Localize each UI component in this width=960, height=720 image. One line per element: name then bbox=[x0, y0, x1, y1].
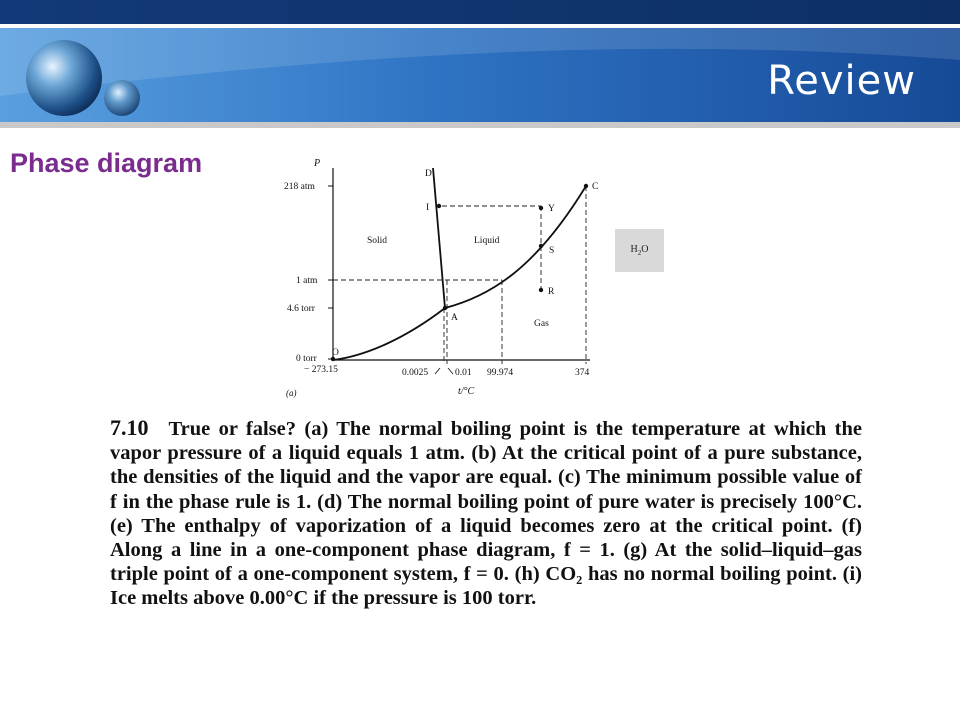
substance-formula: $H_2O$ bbox=[630, 244, 649, 257]
slide-subtitle: Phase diagram bbox=[10, 148, 203, 178]
small-orb-icon bbox=[104, 80, 140, 116]
x-tick-neg273: − 273.15 bbox=[304, 365, 338, 375]
fusion-curve bbox=[433, 168, 445, 308]
region-liquid: Liquid bbox=[474, 236, 500, 246]
label-r: R bbox=[548, 287, 555, 297]
x-tick-99-974: 99.974 bbox=[487, 368, 514, 378]
point-c bbox=[584, 184, 588, 188]
x-axis-label: t/°C bbox=[458, 386, 475, 397]
x-tick-0-0025: 0.0025 bbox=[402, 368, 429, 378]
y-axis-label: P bbox=[314, 158, 321, 169]
label-y: Y bbox=[548, 204, 555, 214]
y-tick-1atm: 1 atm bbox=[296, 276, 318, 286]
slide-header bbox=[0, 0, 960, 128]
vaporization-curve bbox=[445, 186, 586, 308]
x-tick-0-01: 0.01 bbox=[455, 368, 472, 378]
label-o: O bbox=[332, 348, 339, 358]
point-r bbox=[539, 288, 543, 292]
y-tick-4-6torr: 4.6 torr bbox=[287, 304, 315, 314]
y-tick-218atm: 218 atm bbox=[284, 182, 315, 192]
figure-label: (a) bbox=[286, 388, 297, 398]
large-orb-icon bbox=[26, 40, 102, 116]
problem-body: True or false? (a) The normal boiling point is the temperature at which the vapor pressure of a liquid equals 1 atm. (b) At the critical point of a pure substance, the densities of the liquid and the vapor are equal. (c) The minimum possible value of f in the phase rule is 1. (d) The normal boiling point of pure water is precisely 100°C. (e) The enthalpy of vaporization of a liquid becomes zero at the critical point. (f) Along a line in a one-component phase diagram, f = 1. (g) At the solid–liquid–gas triple point of a one-component system, f = 0. (h) CO₂ has no normal boiling point. (i) Ice melts above 0.00°C if the pressure is 100 torr. bbox=[110, 418, 862, 610]
sublimation-curve bbox=[333, 308, 445, 360]
problem-text-block bbox=[110, 416, 862, 611]
x-tick-374: 374 bbox=[575, 368, 590, 378]
region-gas: Gas bbox=[534, 319, 549, 329]
label-c: C bbox=[592, 182, 599, 192]
point-i bbox=[437, 204, 441, 208]
label-s: S bbox=[549, 246, 555, 256]
y-tick-0torr: 0 torr bbox=[296, 354, 317, 364]
phase-diagram bbox=[256, 138, 676, 406]
point-s bbox=[539, 244, 543, 248]
point-a bbox=[443, 306, 447, 310]
region-solid: Solid bbox=[367, 236, 388, 246]
point-y bbox=[539, 206, 543, 210]
label-d: D bbox=[425, 169, 432, 179]
label-a: A bbox=[451, 313, 458, 323]
slide-title: Review bbox=[767, 58, 916, 104]
problem-number: 7.10 bbox=[110, 415, 149, 440]
label-i: I bbox=[426, 203, 430, 213]
substance-label-box bbox=[615, 229, 664, 272]
